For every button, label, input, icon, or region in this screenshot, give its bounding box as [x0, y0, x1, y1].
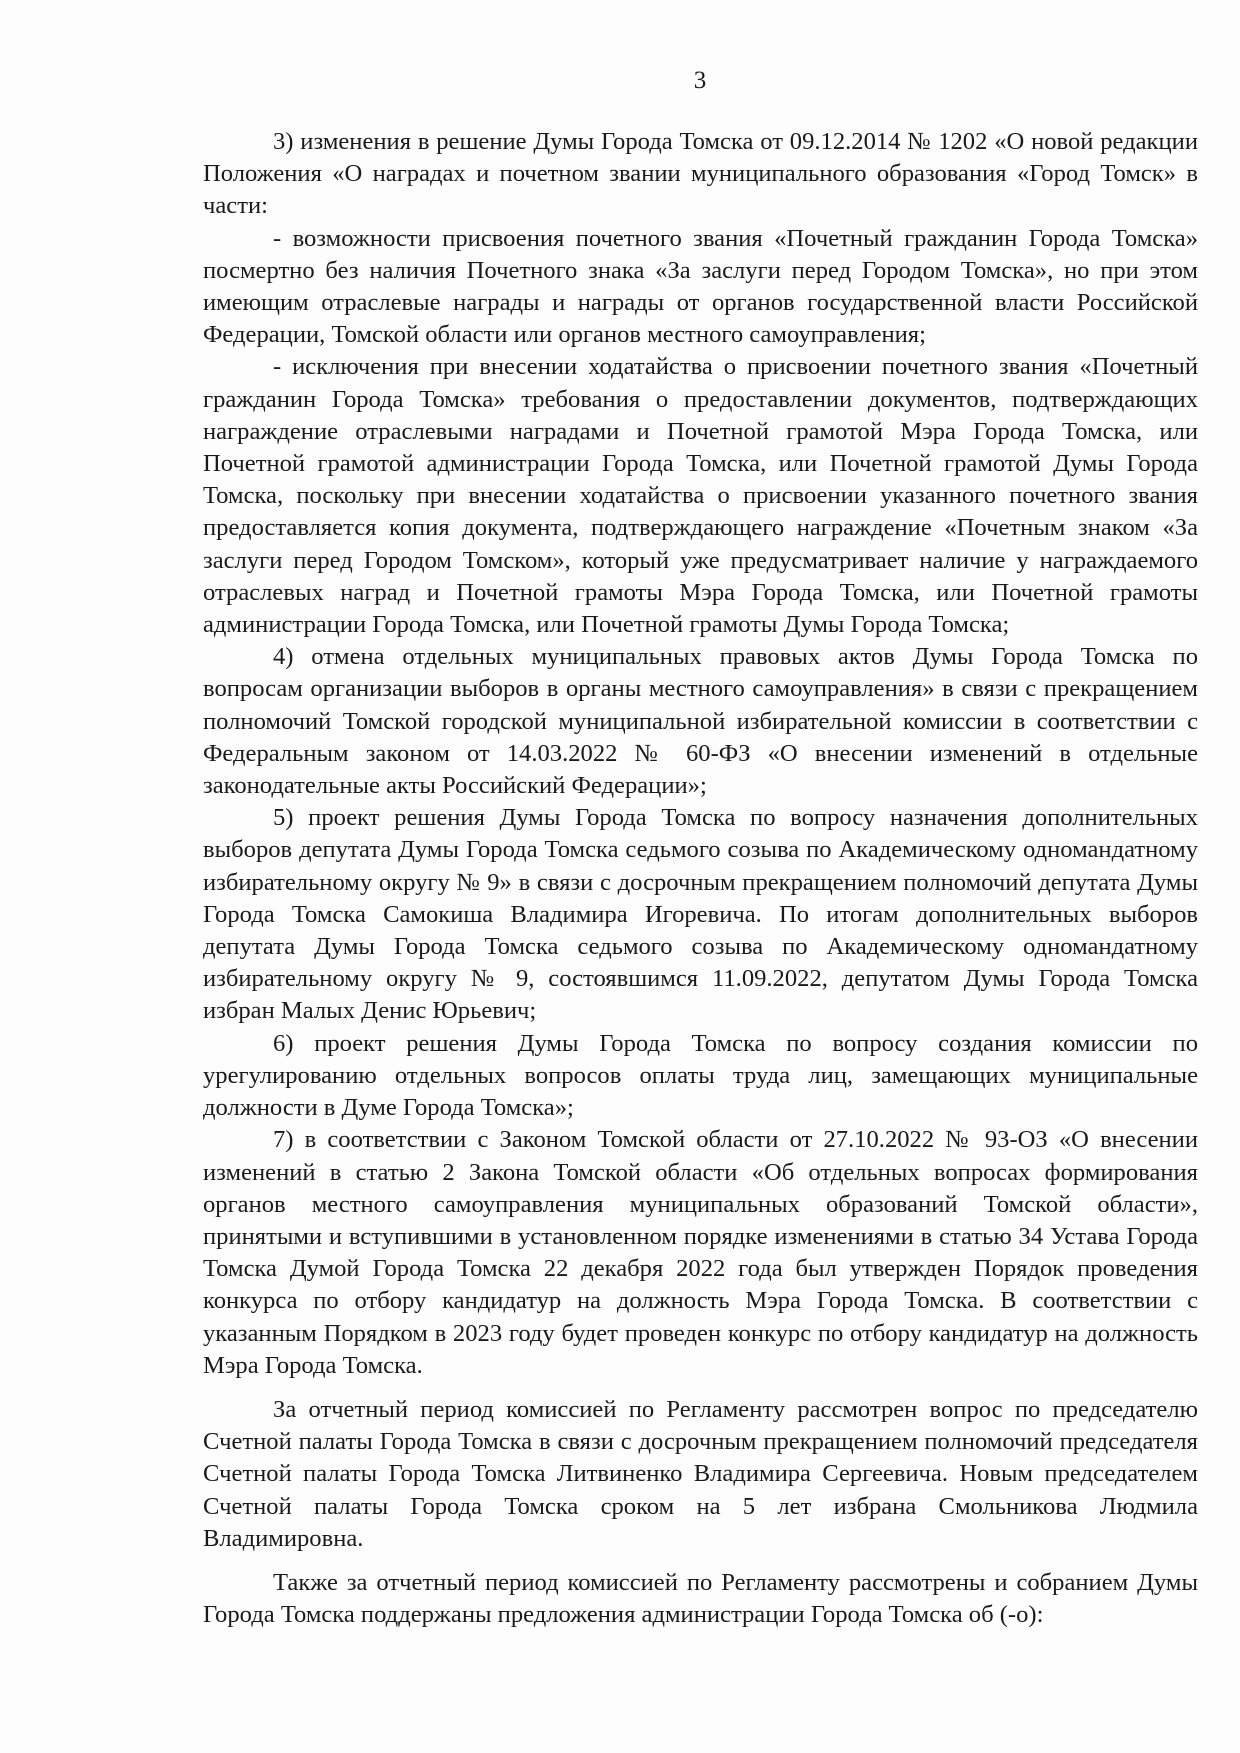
paragraph-item-4: 4) отмена отдельных муниципальных правовых актов Думы Города Томска по вопросам организации выборов в органы местного самоуправления» в связи с прекращением полномочий Томской городской муниципальной избирательной комиссии в соответствии с Федеральным законом от 14.03.2022 № 60-ФЗ «О внесении изменений в отдельные законодательные акты Российский Федерации»;: [203, 643, 1198, 800]
document-body: [203, 126, 1198, 1631]
paragraph-posthumous-title: - возможности присвоения почетного звания «Почетный гражданин Города Томска» посмертно без наличия Почетного знака «За заслуги перед Городом Томска», но при этом имеющим отраслевые награды и награды от органов государственной власти Российской Федерации, Томской области или органов местного самоуправления;: [203, 224, 1198, 349]
paragraph-administration-proposals: Также за отчетный период комиссией по Регламенту рассмотрены и собранием Думы Города Томска поддержаны предложения администрации Города Томска об (-о):: [203, 1568, 1198, 1629]
paragraph-item-7: 7) в соответствии с Законом Томской области от 27.10.2022 № 93-ОЗ «О внесении изменений в статью 2 Закона Томской области «Об отдельных вопросах формирования органов местного самоуправления муниципальных образований Томской области», принятыми и вступившими в установленном порядке изменениями в статью 34 Устава Города Томска Думой Города Томска 22 декабря 2022 года был утвержден Порядок проведения конкурса по отбору кандидатур на должность Мэра Города Томска. В соответствии с указанным Порядком в 2023 году будет проведен конкурс по отбору кандидатур на должность Мэра Города Томска.: [203, 1126, 1198, 1379]
page-number: 3: [693, 67, 707, 94]
paragraph-petition-exclusion: - исключения при внесении ходатайства о присвоении почетного звания «Почетный гражданин Города Томска» требования о предоставлении документов, подтверждающих награждение отраслевыми наградами и Почетной грамотой Мэра Города Томска, или Почетной грамотой администрации Города Томска, или Почетной грамотой Думы Города Томска, поскольку при внесении ходатайства о присвоении указанного почетного звания предоставляется копия документа, подтверждающего награждение «Почетным знаком «За заслуги перед Городом Томском», который уже предусматривает наличие у награждаемого отраслевых наград и Почетной грамоты Мэра Города Томска, или Почетной грамоты администрации Города Томска, или Почетной грамоты Думы Города Томска;: [203, 353, 1198, 639]
paragraph-accounts-chamber: За отчетный период комиссией по Регламенту рассмотрен вопрос по председателю Счетной палаты Города Томска в связи с досрочным прекращением полномочий председателя Счетной палаты Города Томска Литвиненко Владимира Сергеевича. Новым председателем Счетной палаты Города Томска сроком на 5 лет избрана Смольникова Людмила Владимировна.: [203, 1395, 1198, 1552]
paragraph-item-6: 6) проект решения Думы Города Томска по вопросу создания комиссии по урегулированию отдельных вопросов оплаты труда лиц, замещающих муниципальные должности в Думе Города Томска»;: [203, 1029, 1198, 1122]
paragraph-item-3: 3) изменения в решение Думы Города Томска от 09.12.2014 № 1202 «О новой редакции Положения «О наградах и почетном звании муниципального образования «Город Томск» в части:: [203, 128, 1198, 220]
paragraph-item-5: 5) проект решения Думы Города Томска по вопросу назначения дополнительных выборов депутата Думы Города Томска седьмого созыва по Академическому одномандатному избирательному округу № 9» в связи с досрочным прекращением полномочий депутата Думы Города Томска Самокиша Владимира Игоревича. По итогам дополнительных выборов депутата Думы Города Томска седьмого созыва по Академическому одномандатному избирательному округу № 9, состоявшимся 11.09.2022, депутатом Думы Города Томска избран Малых Денис Юрьевич;: [203, 804, 1198, 1025]
